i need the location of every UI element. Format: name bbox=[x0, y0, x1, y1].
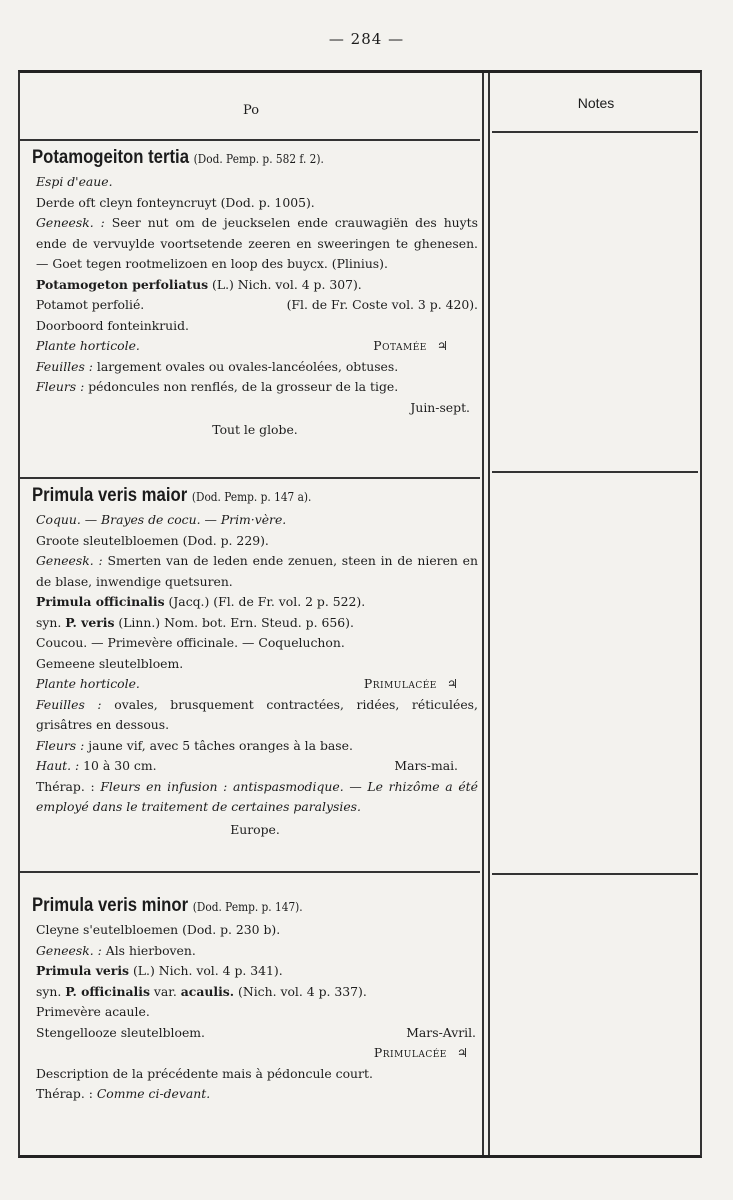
dutch-common-name: Gemeene sleutelbloem. bbox=[36, 655, 184, 671]
distribution: Europe. bbox=[230, 821, 280, 837]
cultivation-family: Plante horticole. Primulacée ♃ bbox=[36, 676, 458, 691]
french-names: Coucou. — Primevère officinale. — Coqueluchon. bbox=[36, 635, 345, 650]
page-frame bbox=[18, 70, 702, 1158]
entry-primula-veris-maior bbox=[32, 483, 478, 840]
perennial-symbol-icon: ♃ bbox=[456, 1045, 468, 1060]
entry-primula-veris-minor bbox=[32, 893, 478, 1105]
notes-rule bbox=[492, 873, 698, 875]
page-number: — 284 — bbox=[328, 30, 405, 48]
medicinal-use: Geneesk. : Smerten van de leden ende zenuen, steen in de nieren en de blase, inwendige quetsuren. bbox=[36, 553, 478, 589]
distribution: Tout le globe. bbox=[212, 422, 298, 437]
flowering-period: Juin-sept. bbox=[410, 399, 470, 415]
notes-rule bbox=[492, 471, 698, 473]
therapeutic-use: Thérap. : Comme ci-devant. bbox=[36, 1086, 211, 1101]
dutch-name: Derde oft cleyn fonteyncruyt (Dod. p. 1005). bbox=[36, 194, 315, 210]
entry-rule bbox=[20, 871, 480, 873]
vernacular-name: Coquu. — Brayes de cocu. — Prim·vère. bbox=[36, 512, 287, 527]
family: Primulacée ♃ bbox=[373, 1045, 468, 1060]
cultivation-family: Plante horticole. Potamée ♃ bbox=[36, 338, 448, 353]
notes-column-divider bbox=[488, 73, 490, 1155]
dutch-common-name: Doorboord fonteinkruid. bbox=[36, 317, 189, 333]
synonym-2: syn. P. veris (Linn.) Nom. bot. Ern. Steud. p. 656). bbox=[36, 614, 354, 630]
synonym: Potamogeton perfoliatus (L.) Nich. vol. 4 p. 307). bbox=[36, 276, 362, 292]
medicinal-use: Geneesk. : Als hierboven. bbox=[36, 942, 196, 958]
height-flowering: Haut. : 10 à 30 cm. Mars-mai. bbox=[36, 758, 458, 773]
entry-title: Primula veris minor (Dod. Pemp. p. 147). bbox=[32, 895, 303, 916]
entry-rule bbox=[20, 477, 480, 479]
column-divider bbox=[482, 73, 484, 1155]
entry-title: Potamogeiton tertia (Dod. Pemp. p. 582 f. 2). bbox=[32, 147, 324, 168]
flowers: Fleurs : jaune vif, avec 5 tâches oranges à la base. bbox=[36, 737, 353, 753]
header-rule bbox=[20, 139, 480, 141]
notes-header: Notes bbox=[577, 95, 615, 111]
medicinal-use: Geneesk. : Seer nut om de jeuckselen ende crauwagiën des huyts ende de vervuylde voortsetende zeeren en sweeringen te ghenesen. — Goet tegen rootmelizoen en loop des buycx. (Plinius). bbox=[36, 215, 479, 271]
entry-title: Primula veris maior (Dod. Pemp. p. 147 a). bbox=[32, 485, 312, 506]
entry-potamogeiton-tertia bbox=[32, 145, 478, 441]
therapeutic-use: Thérap. : Fleurs en infusion : antispasmodique. — Le rhizôme a été employé dans le traitement de certaines paralysies. bbox=[36, 778, 478, 814]
leaves: Feuilles : largement ovales ou ovales-lancéolées, obtuses. bbox=[36, 358, 399, 374]
perennial-symbol-icon: ♃ bbox=[446, 676, 458, 691]
synonym-2: syn. P. officinalis var. acaulis. (Nich. vol. 4 p. 337). bbox=[36, 983, 367, 999]
synonym: Primula officinalis (Jacq.) (Fl. de Fr. vol. 2 p. 522). bbox=[36, 594, 366, 609]
french-name: Primevère acaule. bbox=[36, 1004, 150, 1019]
leaves: Feuilles : ovales, brusquement contractées, ridées, réticulées, grisâtres en dessous. bbox=[36, 696, 478, 732]
synonym: Primula veris (L.) Nich. vol. 4 p. 341). bbox=[36, 963, 283, 978]
genus-header: Po bbox=[242, 103, 260, 118]
flowers: Fleurs : pédoncules non renflés, de la grosseur de la tige. bbox=[36, 379, 399, 394]
french-name: Potamot perfolié. (Fl. de Fr. Coste vol. 3 p. 420). bbox=[36, 297, 478, 312]
dutch-common-name: Stengellooze sleutelbloem. Mars-Avril. bbox=[36, 1024, 476, 1040]
notes-header-rule bbox=[492, 131, 698, 133]
perennial-symbol-icon: ♃ bbox=[436, 338, 448, 353]
dutch-name: Cleyne s'eutelbloemen (Dod. p. 230 b). bbox=[36, 922, 281, 937]
vernacular-name: Espi d'eaue. bbox=[36, 174, 113, 189]
dutch-name: Groote sleutelbloemen (Dod. p. 229). bbox=[36, 532, 269, 548]
description: Description de la précédente mais à pédoncule court. bbox=[36, 1065, 373, 1081]
